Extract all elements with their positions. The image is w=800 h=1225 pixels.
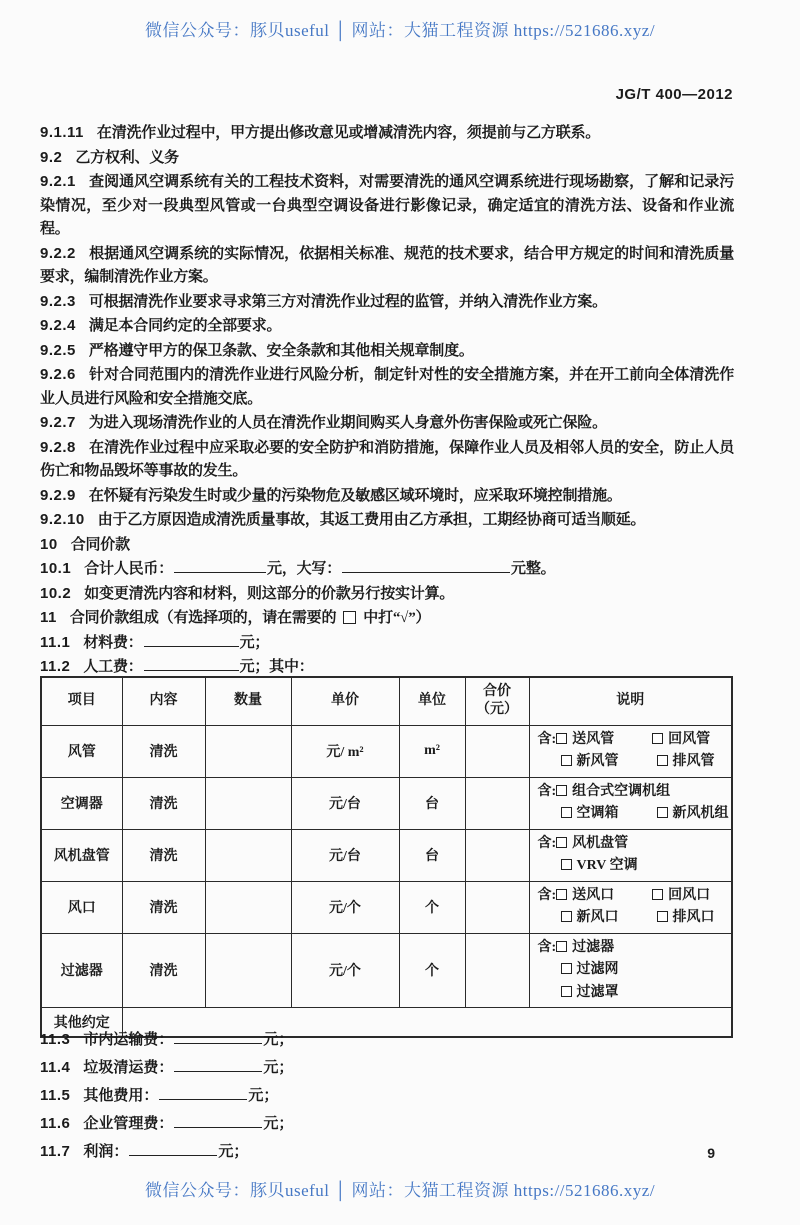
table-row-fan-coil [41, 829, 732, 881]
qty-cell[interactable] [205, 829, 291, 881]
checkbox-icon[interactable] [561, 807, 572, 818]
total-cell[interactable] [465, 881, 529, 933]
watermark-footer: 微信公众号：豚贝useful │ 网站：大猫工程资源 https://521686.xyz/ [144, 1181, 656, 1200]
checkbox-icon[interactable] [561, 986, 572, 997]
clause-text: 如变更清洗内容和材料，则这部分的价款另行按实计算。 [84, 585, 455, 602]
clause-number: 9.2.9 [40, 486, 76, 504]
checkbox-icon[interactable] [561, 963, 572, 974]
clause-number: 9.2.7 [40, 414, 76, 431]
note-option-label: 过滤网 [576, 962, 619, 977]
note-option-label: 过滤器 [572, 939, 615, 955]
col-header-unit: 单位 [399, 677, 465, 725]
clause-9-1-11 [40, 121, 734, 146]
clause-number: 11.7 [40, 1143, 71, 1160]
note-cell [529, 933, 732, 1008]
note-option [561, 982, 619, 1005]
col-header-total [465, 677, 529, 725]
watermark-header: 微信公众号：豚贝useful │ 网站：大猫工程资源 https://521686.xyz/ [144, 21, 656, 40]
clause-text: 合同价款 [70, 536, 130, 553]
note-option-label: 新风机组 [672, 806, 729, 821]
fee-line-11-1 [40, 631, 734, 656]
checkbox-icon[interactable] [343, 611, 356, 624]
item-cell: 空调器 [41, 777, 122, 829]
unit-price-cell: 元/ m² [291, 725, 399, 777]
clause-9-2-8 [40, 436, 734, 484]
clause-number: 9.2.10 [40, 511, 85, 528]
clause-text: 在清洗作业过程中，甲方提出修改意见或增减清洗内容，须提前与乙方联系。 [96, 125, 601, 141]
unit-cell: 个 [399, 933, 465, 1008]
clause-9-2-10 [40, 508, 734, 533]
clause-number: 11.5 [40, 1087, 71, 1104]
checkbox-icon[interactable] [652, 733, 663, 744]
fee-label: 垃圾清运费： [83, 1060, 174, 1076]
col-header-unit-price: 单价 [291, 677, 399, 725]
total-cell[interactable] [465, 777, 529, 829]
material-fee-blank[interactable] [144, 632, 239, 647]
clause-9-2-5 [40, 339, 734, 364]
checkbox-icon[interactable] [657, 911, 668, 922]
clause-number: 10.2 [40, 584, 72, 602]
note-option-label: 排风管 [672, 754, 715, 769]
note-option-label: 排风口 [672, 910, 715, 925]
clause-number: 10.1 [40, 560, 72, 577]
fee-line-11-3 [40, 1026, 734, 1054]
note-option-label: 风机盘管 [572, 835, 629, 851]
clause-9-2-6 [40, 363, 734, 411]
checkbox-icon[interactable] [556, 785, 567, 796]
clause-text: 根据通风空调系统的实际情况，依据相关标准、规范的技术要求，结合甲方规定的时间和清洗质量要求，编制清洗作业方案。 [40, 245, 734, 285]
note-option-label: 空调箱 [576, 806, 619, 821]
checkbox-icon[interactable] [561, 859, 572, 870]
content-cell: 清洗 [122, 829, 205, 881]
note-cell [529, 881, 732, 933]
clause-number: 9.1.11 [40, 124, 84, 141]
unit-price-cell: 元/台 [291, 829, 399, 881]
clause-number: 9.2.3 [40, 292, 76, 310]
note-option [561, 751, 657, 774]
qty-cell[interactable] [205, 725, 291, 777]
note-option-label: 新风口 [576, 910, 619, 925]
checkbox-icon[interactable] [556, 733, 567, 744]
note-option [561, 959, 619, 982]
note-prefix: 含: [537, 731, 557, 747]
clause-text: 可根据清洗作业要求寻求第三方对清洗作业过程的监管，并纳入清洗作业方案。 [88, 293, 607, 310]
item-cell: 过滤器 [41, 933, 122, 1008]
clause-9-2-4 [40, 314, 734, 339]
note-option [657, 751, 715, 774]
col-header-total-line2: （元） [476, 702, 518, 718]
checkbox-icon[interactable] [657, 755, 668, 766]
fee-label: 利润： [83, 1144, 129, 1160]
clause-number: 11 [40, 609, 57, 626]
clause-10-2 [40, 582, 734, 607]
qty-cell[interactable] [205, 933, 291, 1008]
fee-line-11-4 [40, 1054, 734, 1082]
clause-10-1 [40, 557, 734, 582]
total-amount-blank[interactable] [174, 558, 266, 573]
fee-label: 企业管理费： [83, 1116, 174, 1132]
checkbox-icon[interactable] [561, 755, 572, 766]
clause-number: 11.4 [40, 1059, 71, 1076]
table-header-row [41, 677, 732, 725]
garbage-fee-blank[interactable] [174, 1057, 262, 1072]
clause-number: 9.2.8 [40, 438, 76, 456]
clause-number: 11.1 [40, 633, 71, 651]
content-cell: 清洗 [122, 725, 205, 777]
note-prefix: 含: [537, 835, 557, 851]
fee-suffix: 元； [263, 1116, 294, 1132]
fee-line-11-6 [40, 1110, 734, 1138]
clause-number: 11.3 [40, 1031, 71, 1048]
transport-fee-blank[interactable] [174, 1029, 262, 1044]
labor-fee-blank[interactable] [144, 656, 239, 671]
note-option [561, 855, 638, 878]
doc-body [40, 121, 734, 680]
total-cell[interactable] [465, 829, 529, 881]
total-cell[interactable] [465, 725, 529, 777]
item-cell: 风机盘管 [41, 829, 122, 881]
unit-cell: m² [399, 725, 465, 777]
checkbox-icon[interactable] [556, 889, 567, 900]
item-cell: 风管 [41, 725, 122, 777]
unit-cell: 台 [399, 829, 465, 881]
clause-number: 9.2.1 [40, 173, 76, 190]
clause-text: 在清洗作业过程中应采取必要的安全防护和消防措施，保障作业人员及相邻人员的安全，防止人员伤亡和物品毁坏等事故的发生。 [40, 439, 734, 479]
fee-line-11-5 [40, 1082, 734, 1110]
total-cell[interactable] [465, 933, 529, 1008]
clause-9-2 [40, 146, 734, 171]
clause-text: 合同价款组成（有选择项的，请在需要的 [69, 610, 337, 626]
note-cell [529, 829, 732, 881]
note-option-label: 组合式空调机组 [572, 783, 671, 799]
unit-cell: 台 [399, 777, 465, 829]
content-cell: 清洗 [122, 881, 205, 933]
clause-text: 针对合同范围内的清洗作业进行风险分析，制定针对性的安全措施方案，并在开工前向全体清洗作业人员进行风险和安全措施交底。 [40, 367, 734, 407]
clause-number: 11.2 [40, 658, 71, 675]
checkbox-icon[interactable] [657, 807, 668, 818]
clause-text: 乙方权利、义务 [75, 149, 179, 166]
unit-price-cell: 元/个 [291, 933, 399, 1008]
clause-text: 查阅通风空调系统有关的工程技术资料，对需要清洗的通风空调系统进行现场勘察，了解和记录污染情况，至少对一段典型风管或一台典型空调设备进行影像记录，确定适宜的清洗方法、设备和作业流程。 [40, 174, 734, 237]
col-header-content: 内容 [122, 677, 205, 725]
col-header-note: 说明 [529, 677, 732, 725]
table-row-air-conditioner [41, 777, 732, 829]
clause-9-2-7 [40, 411, 734, 436]
table-row-air-outlet [41, 881, 732, 933]
note-option [657, 907, 715, 930]
note-prefix: 含: [537, 939, 557, 955]
note-cell [529, 725, 732, 777]
note-option [561, 907, 657, 930]
note-option [556, 729, 652, 752]
note-option-label: 送风口 [572, 887, 615, 903]
clause-text: 元，大写： [267, 561, 342, 577]
clause-10 [40, 533, 734, 558]
other-terms-label: 其他约定 [41, 1008, 122, 1037]
note-option [657, 803, 729, 826]
fee-label: 人工费： [83, 659, 143, 675]
clause-9-2-2 [40, 242, 734, 290]
doc-code: JG/T 400—2012 [615, 86, 733, 103]
clause-11 [40, 606, 734, 631]
price-table [40, 676, 733, 1038]
note-option-label: 送风管 [572, 731, 615, 747]
fee-suffix: 元；其中： [239, 659, 314, 675]
col-header-qty: 数量 [205, 677, 291, 725]
note-option [556, 781, 670, 804]
checkbox-icon[interactable] [556, 837, 567, 848]
page-number: 9 [707, 1145, 715, 1161]
clause-text: 严格遵守甲方的保卫条款、安全条款和其他相关规章制度。 [88, 342, 474, 359]
clause-text: 为进入现场清洗作业的人员在清洗作业期间购买人身意外伤害保险或死亡保险。 [88, 415, 607, 431]
clause-number: 9.2 [40, 148, 63, 166]
col-header-total-line1: 合价 [483, 684, 511, 700]
checkbox-icon[interactable] [652, 889, 663, 900]
unit-cell: 个 [399, 881, 465, 933]
clause-9-2-3 [40, 290, 734, 315]
note-option [556, 833, 628, 856]
qty-cell[interactable] [205, 881, 291, 933]
clause-9-2-1 [40, 170, 734, 242]
fee-suffix: 元； [239, 634, 270, 651]
fee-suffix: 元； [263, 1060, 294, 1076]
note-option-label: 回风口 [668, 887, 711, 903]
note-option [561, 803, 657, 826]
clause-text: 在怀疑有污染发生时或少量的污染物危及敏感区域环境时，应采取环境控制措施。 [88, 487, 622, 504]
note-prefix: 含: [537, 887, 557, 903]
note-prefix: 含: [537, 783, 557, 799]
other-fee-blank[interactable] [159, 1085, 247, 1100]
clause-text: 合计人民币： [84, 561, 174, 577]
note-option [652, 885, 710, 908]
note-cell [529, 777, 732, 829]
fee-suffix: 元； [218, 1144, 249, 1160]
table-row-duct [41, 725, 732, 777]
clause-number: 9.2.5 [40, 341, 76, 359]
clause-9-2-9 [40, 484, 734, 509]
clause-text: 满足本合同约定的全部要求。 [88, 318, 282, 334]
note-option-label: 回风管 [668, 731, 711, 747]
clause-text: 中打“√”） [363, 610, 431, 626]
note-option [556, 937, 614, 960]
note-option-label: VRV 空调 [576, 858, 638, 873]
clause-number: 10 [40, 535, 58, 553]
fee-suffix: 元； [263, 1032, 294, 1048]
item-cell: 风口 [41, 881, 122, 933]
management-fee-blank[interactable] [174, 1113, 262, 1128]
fee-label: 材料费： [83, 634, 143, 651]
note-option-label: 新风管 [576, 754, 619, 769]
col-header-item: 项目 [41, 677, 122, 725]
fee-label: 其他费用： [83, 1088, 159, 1104]
clause-text: 元整。 [511, 561, 556, 577]
clause-number: 9.2.4 [40, 317, 76, 334]
clause-number: 9.2.2 [40, 244, 76, 262]
checkbox-icon[interactable] [556, 941, 567, 952]
clause-number: 9.2.6 [40, 366, 76, 383]
fee-suffix: 元； [248, 1088, 279, 1104]
content-cell: 清洗 [122, 933, 205, 1008]
qty-cell[interactable] [205, 777, 291, 829]
note-option [652, 729, 710, 752]
clause-text: 由于乙方原因造成清洗质量事故，其返工费用由乙方承担，工期经协商可适当顺延。 [97, 512, 646, 528]
unit-price-cell: 元/台 [291, 777, 399, 829]
clause-number: 11.6 [40, 1115, 71, 1132]
table-row-filter [41, 933, 732, 1008]
note-option [556, 885, 652, 908]
checkbox-icon[interactable] [561, 911, 572, 922]
fee-label: 市内运输费： [83, 1032, 174, 1048]
unit-price-cell: 元/个 [291, 881, 399, 933]
note-option-label: 过滤罩 [576, 984, 619, 1000]
content-cell: 清洗 [122, 777, 205, 829]
amount-in-words-blank[interactable] [342, 558, 510, 573]
